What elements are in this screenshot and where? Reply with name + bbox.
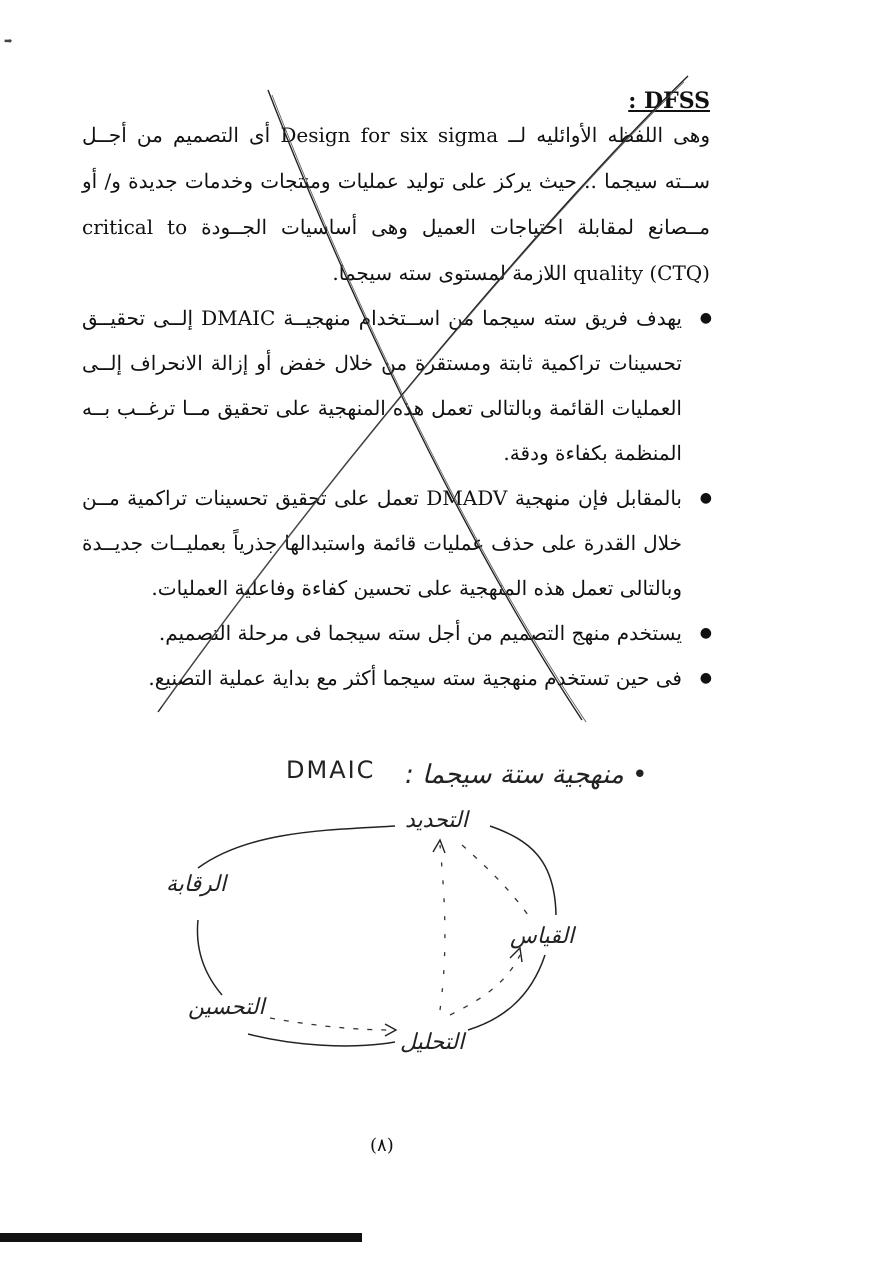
arc-improve-to-control bbox=[197, 920, 222, 995]
arc-measure-to-analyze bbox=[468, 955, 545, 1030]
diagram-title-latin: DMAIC bbox=[286, 756, 376, 784]
scan-edge-bar bbox=[0, 1233, 362, 1242]
node-control: الرقابة bbox=[166, 872, 227, 897]
dashed-analyze-to-measure bbox=[450, 955, 520, 1015]
intro-paragraph: وهى اللفظه الأوائليه لــ Design for six sigma أى التصميم من أجــل ســته سيجما .. حيث يركز على توليد عمليات ومنتجات وخدمات جديدة و/ أو مــصانع لمقابلة احتياجات العميل وهى أساسيات الجــودة critical to quality (CTQ) اللازمة لمستوى سته سيجما. bbox=[82, 123, 710, 285]
node-improve: التحسين bbox=[188, 995, 265, 1020]
node-define: التحديد bbox=[405, 808, 468, 833]
page-number: (٨) bbox=[370, 1135, 394, 1156]
section-heading: : DFSS bbox=[628, 88, 710, 114]
node-analyze: التحليل bbox=[400, 1030, 465, 1055]
dashed-define-to-measure bbox=[462, 845, 528, 915]
list-item: فى حين تستخدم منهجية سته سيجما أكثر مع بداية عملية التصنيع. ● bbox=[82, 656, 682, 701]
scan-speck: ➡ bbox=[4, 36, 13, 47]
arc-control-to-define bbox=[198, 826, 395, 868]
list-item: بالمقابل فإن منهجية DMADV تعمل على تحقيق تحسينات تراكمية مــن خلال القدرة على حذف عمليات قائمة واستبدالها جذرياً بعمليــات جديــدة وبالتالى تعمل هذه المنهجية على تحسين كفاءة وفاعلية العمليات. ● bbox=[82, 476, 682, 611]
list-item: يستخدم منهج التصميم من أجل سته سيجما فى مرحلة التصميم. ● bbox=[82, 611, 682, 656]
dashed-improve-to-analyze bbox=[270, 1018, 392, 1030]
arc-improve-to-analyze bbox=[248, 1034, 395, 1046]
node-measure: القياس bbox=[510, 924, 575, 949]
arc-define-to-measure bbox=[490, 826, 556, 915]
dashed-analyze-to-define bbox=[440, 845, 445, 1010]
diagram-title-arabic: • منهجية ستة سيجما : bbox=[405, 760, 648, 790]
list-item: يهدف فريق سته سيجما من اســتخدام منهجيــة DMAIC إلــى تحقيــق تحسينات تراكمية ثابتة ومستقرة من خلال خفض أو إزالة الانحراف إلــى العمليات القائمة وبالتالى تعمل هذه المنهجية على تحقيق مــا ترغــب بــه المنظمة بكفاءة ودقة. ● bbox=[82, 296, 682, 476]
